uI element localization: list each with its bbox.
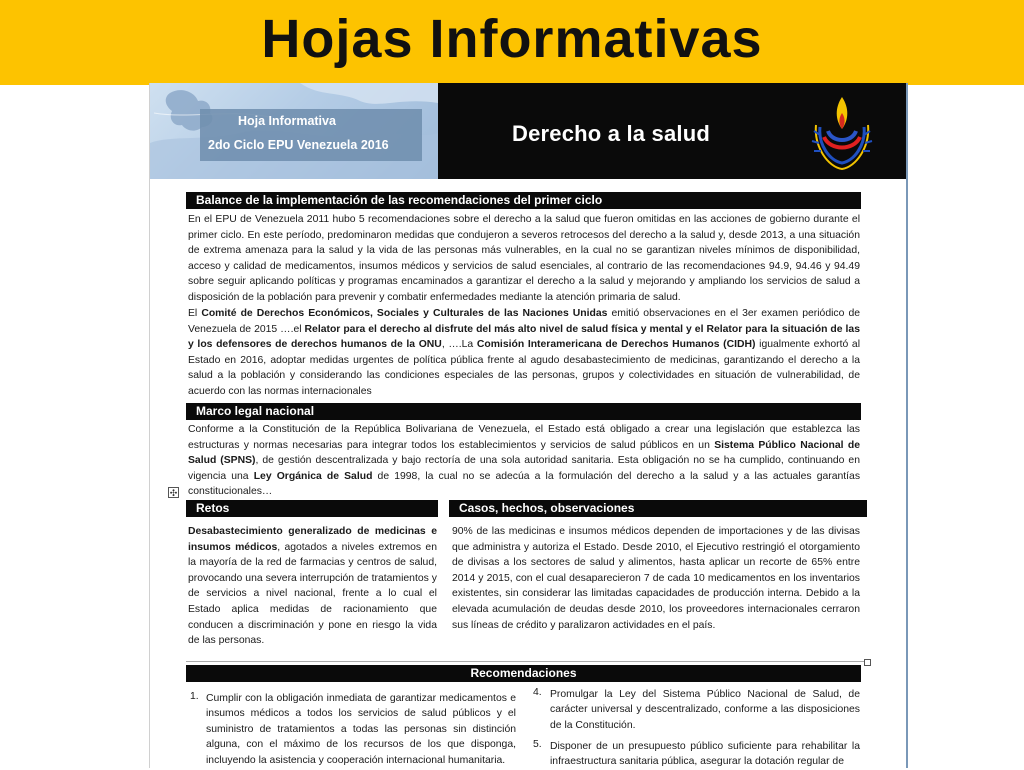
section-heading-retos: Retos bbox=[186, 500, 438, 517]
section-heading-casos: Casos, hechos, observaciones bbox=[449, 500, 867, 517]
recommendation-item: Cumplir con la obligación inmediata de garantizar medicamentos e insumos médicos a todos los servicios de salud públicos y el suministro de tratamientos a todas las personas sin distinción alguna, con el máximo de los recursos de los que disponga, incluyendo la asistencia y cooperación internacional humanitaria. bbox=[206, 693, 516, 766]
fact-sheet-cycle: 2do Ciclo EPU Venezuela 2016 bbox=[208, 138, 389, 152]
un-human-rights-emblem-icon bbox=[810, 91, 874, 173]
section-heading-balance: Balance de la implementación de las recomendaciones del primer ciclo bbox=[186, 192, 861, 209]
document-title: Derecho a la salud bbox=[512, 121, 711, 146]
recommendation-item: Disponer de un presupuesto público suficiente para rehabilitar la infraestructura sanitaria pública, asegurar la dotación regular de bbox=[550, 741, 860, 768]
table-bottom-rule bbox=[186, 661, 866, 662]
slide-title-banner bbox=[0, 0, 1024, 85]
document-header bbox=[150, 83, 906, 179]
slide-title: Hojas Informativas bbox=[261, 9, 763, 69]
recommendation-number: 1. bbox=[190, 691, 199, 702]
venezuela-map-panel bbox=[150, 83, 438, 179]
marco-legal-paragraph: Conforme a la Constitución de la República Bolivariana de Venezuela, el Estado está obligado a crear una legislación que establezca las estructuras y normas necesarias para integrar todos los establecimientos y servicios de salud públicos en un Sistema Público Nacional de Salud (SPNS), de gestión descentralizada y bajo rectoría de una sola autoridad sanitaria. Esta obligación no se ha cumplido, continuando en vigencia una Ley Orgánica de Salud de 1998, la cual no se adecúa a la formulación del derecho a la salud y a las actuales garantías constitucionales… bbox=[188, 424, 861, 498]
section-heading-marco-legal: Marco legal nacional bbox=[186, 403, 861, 420]
resize-handle-icon[interactable] bbox=[864, 659, 871, 666]
retos-paragraph: Desabastecimiento generalizado de medicinas e insumos médicos, agotados a niveles extremos en la mayoría de la red de farmacias y centros de salud, provocando una severa interrupción de tratamientos y de servicios a nivel nacional, frente a lo cual el Estado aplica medidas de racionamiento que conducen a discriminación y pone en riesgo la vida de las personas. bbox=[188, 526, 437, 647]
fact-sheet-label: Hoja Informativa bbox=[238, 114, 336, 128]
recommendation-number: 4. bbox=[533, 687, 542, 698]
recommendation-number: 5. bbox=[533, 739, 542, 750]
casos-paragraph: 90% de las medicinas e insumos médicos dependen de importaciones y de las divisas que administra y autoriza el Estado. Desde 2010, el Ejecutivo restringió el otorgamiento de divisas a los sectores de salud y alimentos, hasta aplicar un recorte de 65% entre 2014 y 2015, con el cual desaparecieron 7 de cada 10 medicamentos en los inventarios existentes, sin considerar las limitadas capacidades de producción interna. Debido a la elevada acumulación de deudas desde 2010, los proveedores internacionales cerraron sus líneas de crédito y paralizaron actividades en el país. bbox=[452, 526, 860, 631]
recommendation-item: Promulgar la Ley del Sistema Público Nacional de Salud, de carácter universal y descentralizado, conforme a las disposiciones de la Constitución. bbox=[550, 689, 860, 731]
move-handle-icon[interactable]: ✣ bbox=[169, 488, 178, 498]
balance-paragraph-1: En el EPU de Venezuela 2011 hubo 5 recomendaciones sobre el derecho a la salud que fueron omitidas en las acciones de gobierno durante el primer ciclo. En este período, predominaron medidas que condujeron a severos retrocesos del derecho a la salud y, desde 2013, a una situación de extrema amenaza para la salud y la vida de las personas más vulnerables, en la cual no se garantizan niveles mínimos de disponibilidad, acceso y calidad de medicamentos, insumos médicos y servicios de salud esenciales, al contrario de las recomendaciones 94.9, 94.46 y 94.49 sobre seguir aplicando políticas y programas encaminados a garantizar el derecho a la salud y mejorando y ampliando los servicios de salud a disposición de la población para prevenir y combatir enfermedades mediante la atención primaria de salud. bbox=[188, 214, 860, 303]
balance-paragraph-2: El Comité de Derechos Económicos, Sociales y Culturales de las Naciones Unidas emitió observaciones en el 3er examen periódico de Venezuela de 2015 ….el Relator para el derecho al disfrute del más alto nivel de salud física y mental y el Relator para la situación de las y los defensores de derechos humanos de la ONU, ….La Comisión Interamericana de Derechos Humanos (CIDH) igualmente exhortó al Estado en 2016, adoptar medidas urgentes de política pública frente al agudo desabastecimiento de medicinas, garantizando el derecho a la salud a la población y considerando las condiciones especiales de las personas, grupos y colectividades en situación de vulnerabilidad, de acuerdo con las normas internacionales bbox=[188, 308, 861, 397]
section-heading-recomendaciones: Recomendaciones bbox=[186, 665, 861, 682]
